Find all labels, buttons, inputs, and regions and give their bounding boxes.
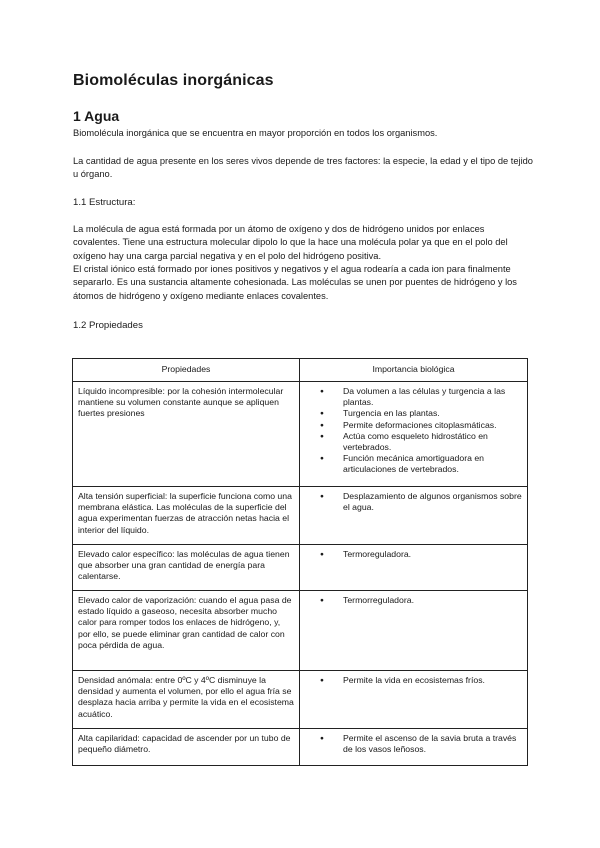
list-item: ● Termoreguladora.	[343, 549, 522, 560]
subheading-estructura: 1.1 Estructura:	[73, 197, 136, 208]
table-row	[73, 487, 528, 545]
list-item: ● Permite el ascenso de la savia bruta a través de los vasos leñosos.	[343, 733, 522, 755]
table-row	[73, 671, 528, 729]
importance-list	[305, 491, 522, 513]
properties-table	[72, 358, 528, 766]
table-row	[73, 729, 528, 766]
list-item: ● Actúa como esqueleto hidrostático en vertebrados.	[343, 431, 522, 453]
property-cell: Elevado calor de vaporización: cuando el agua pasa de estado líquido a gaseoso, necesita absorber mucho calor para romper todos los enlaces de hidrógeno, y, por ello, se puede eliminar gran cantidad de calor con poca pérdida de agua.	[73, 591, 300, 671]
table-header-row	[73, 359, 528, 382]
intro-paragraph-1: Biomolécula inorgánica que se encuentra en mayor proporción en todos los organismos.	[73, 128, 438, 138]
section-heading-agua: 1 Agua	[73, 108, 120, 124]
importance-list	[305, 675, 522, 686]
table-row	[73, 545, 528, 591]
importance-cell	[300, 729, 528, 766]
property-cell: Densidad anómala: entre 0ºC y 4ºC disminuye la densidad y aumenta el volumen, por ello el agua fría se desplaza hacia arriba y permite la vida en el ecosistema acuático.	[73, 671, 300, 729]
importance-list	[305, 595, 522, 606]
table-row	[73, 591, 528, 671]
table-row	[73, 382, 528, 487]
importance-list	[305, 386, 522, 476]
importance-cell	[300, 487, 528, 545]
list-item: ● Turgencia en las plantas.	[343, 408, 522, 419]
importance-list	[305, 733, 522, 755]
importance-cell	[300, 382, 528, 487]
list-item: ● Termorreguladora.	[343, 595, 522, 606]
importance-cell	[300, 545, 528, 591]
list-item: ● Desplazamiento de algunos organismos sobre el agua.	[343, 491, 522, 513]
importance-list	[305, 549, 522, 560]
importance-cell	[300, 671, 528, 729]
importance-cell	[300, 591, 528, 671]
property-cell: Líquido incompresible: por la cohesión intermolecular mantiene su volumen constante aunque se apliquen fuertes presiones	[73, 382, 300, 487]
list-item: ● Función mecánica amortiguadora en articulaciones de vertebrados.	[343, 453, 522, 475]
list-item: ● Permite deformaciones citoplasmáticas.	[343, 420, 522, 431]
list-item: ● Da volumen a las células y turgencia a las plantas.	[343, 386, 522, 408]
property-cell: Alta capilaridad: capacidad de ascender por un tubo de pequeño diámetro.	[73, 729, 300, 766]
header-propiedades: Propiedades	[73, 359, 300, 382]
structure-paragraph-2: El cristal iónico está formado por iones positivos y negativos y el agua rodearía a cada ion para finalmente separarlo. Es una sustancia altamente cohesionada. Las moléculas se unen por puentes de hidrógeno y los átomos de hidrógeno y oxígeno mediante enlaces covalentes.	[73, 264, 517, 301]
header-importancia: Importancia biológica	[300, 359, 528, 382]
structure-paragraph-1: La molécula de agua está formada por un átomo de oxígeno y dos de hidrógeno unidos por enlaces covalentes. Tiene una estructura molecular dipolo lo que la hace una molécula polar ya que en el polo del oxígeno hay una carga parcial negativa y en el polo del hidrógeno positiva.	[73, 224, 508, 261]
subheading-propiedades: 1.2 Propiedades	[73, 320, 143, 331]
property-cell: Alta tensión superficial: la superficie funciona como una membrana elástica. Las moléculas de la superficie del agua experimentan fuerzas de atracción netas hacia el interior del líquido.	[73, 487, 300, 545]
property-cell: Elevado calor específico: las moléculas de agua tienen que absorber una gran cantidad de energía para calentarse.	[73, 545, 300, 591]
document-title: Biomoléculas inorgánicas	[73, 72, 274, 89]
intro-paragraph-2: La cantidad de agua presente en los seres vivos depende de tres factores: la especie, la edad y el tipo de tejido u órgano.	[73, 156, 533, 180]
list-item: ● Permite la vida en ecosistemas fríos.	[343, 675, 522, 686]
